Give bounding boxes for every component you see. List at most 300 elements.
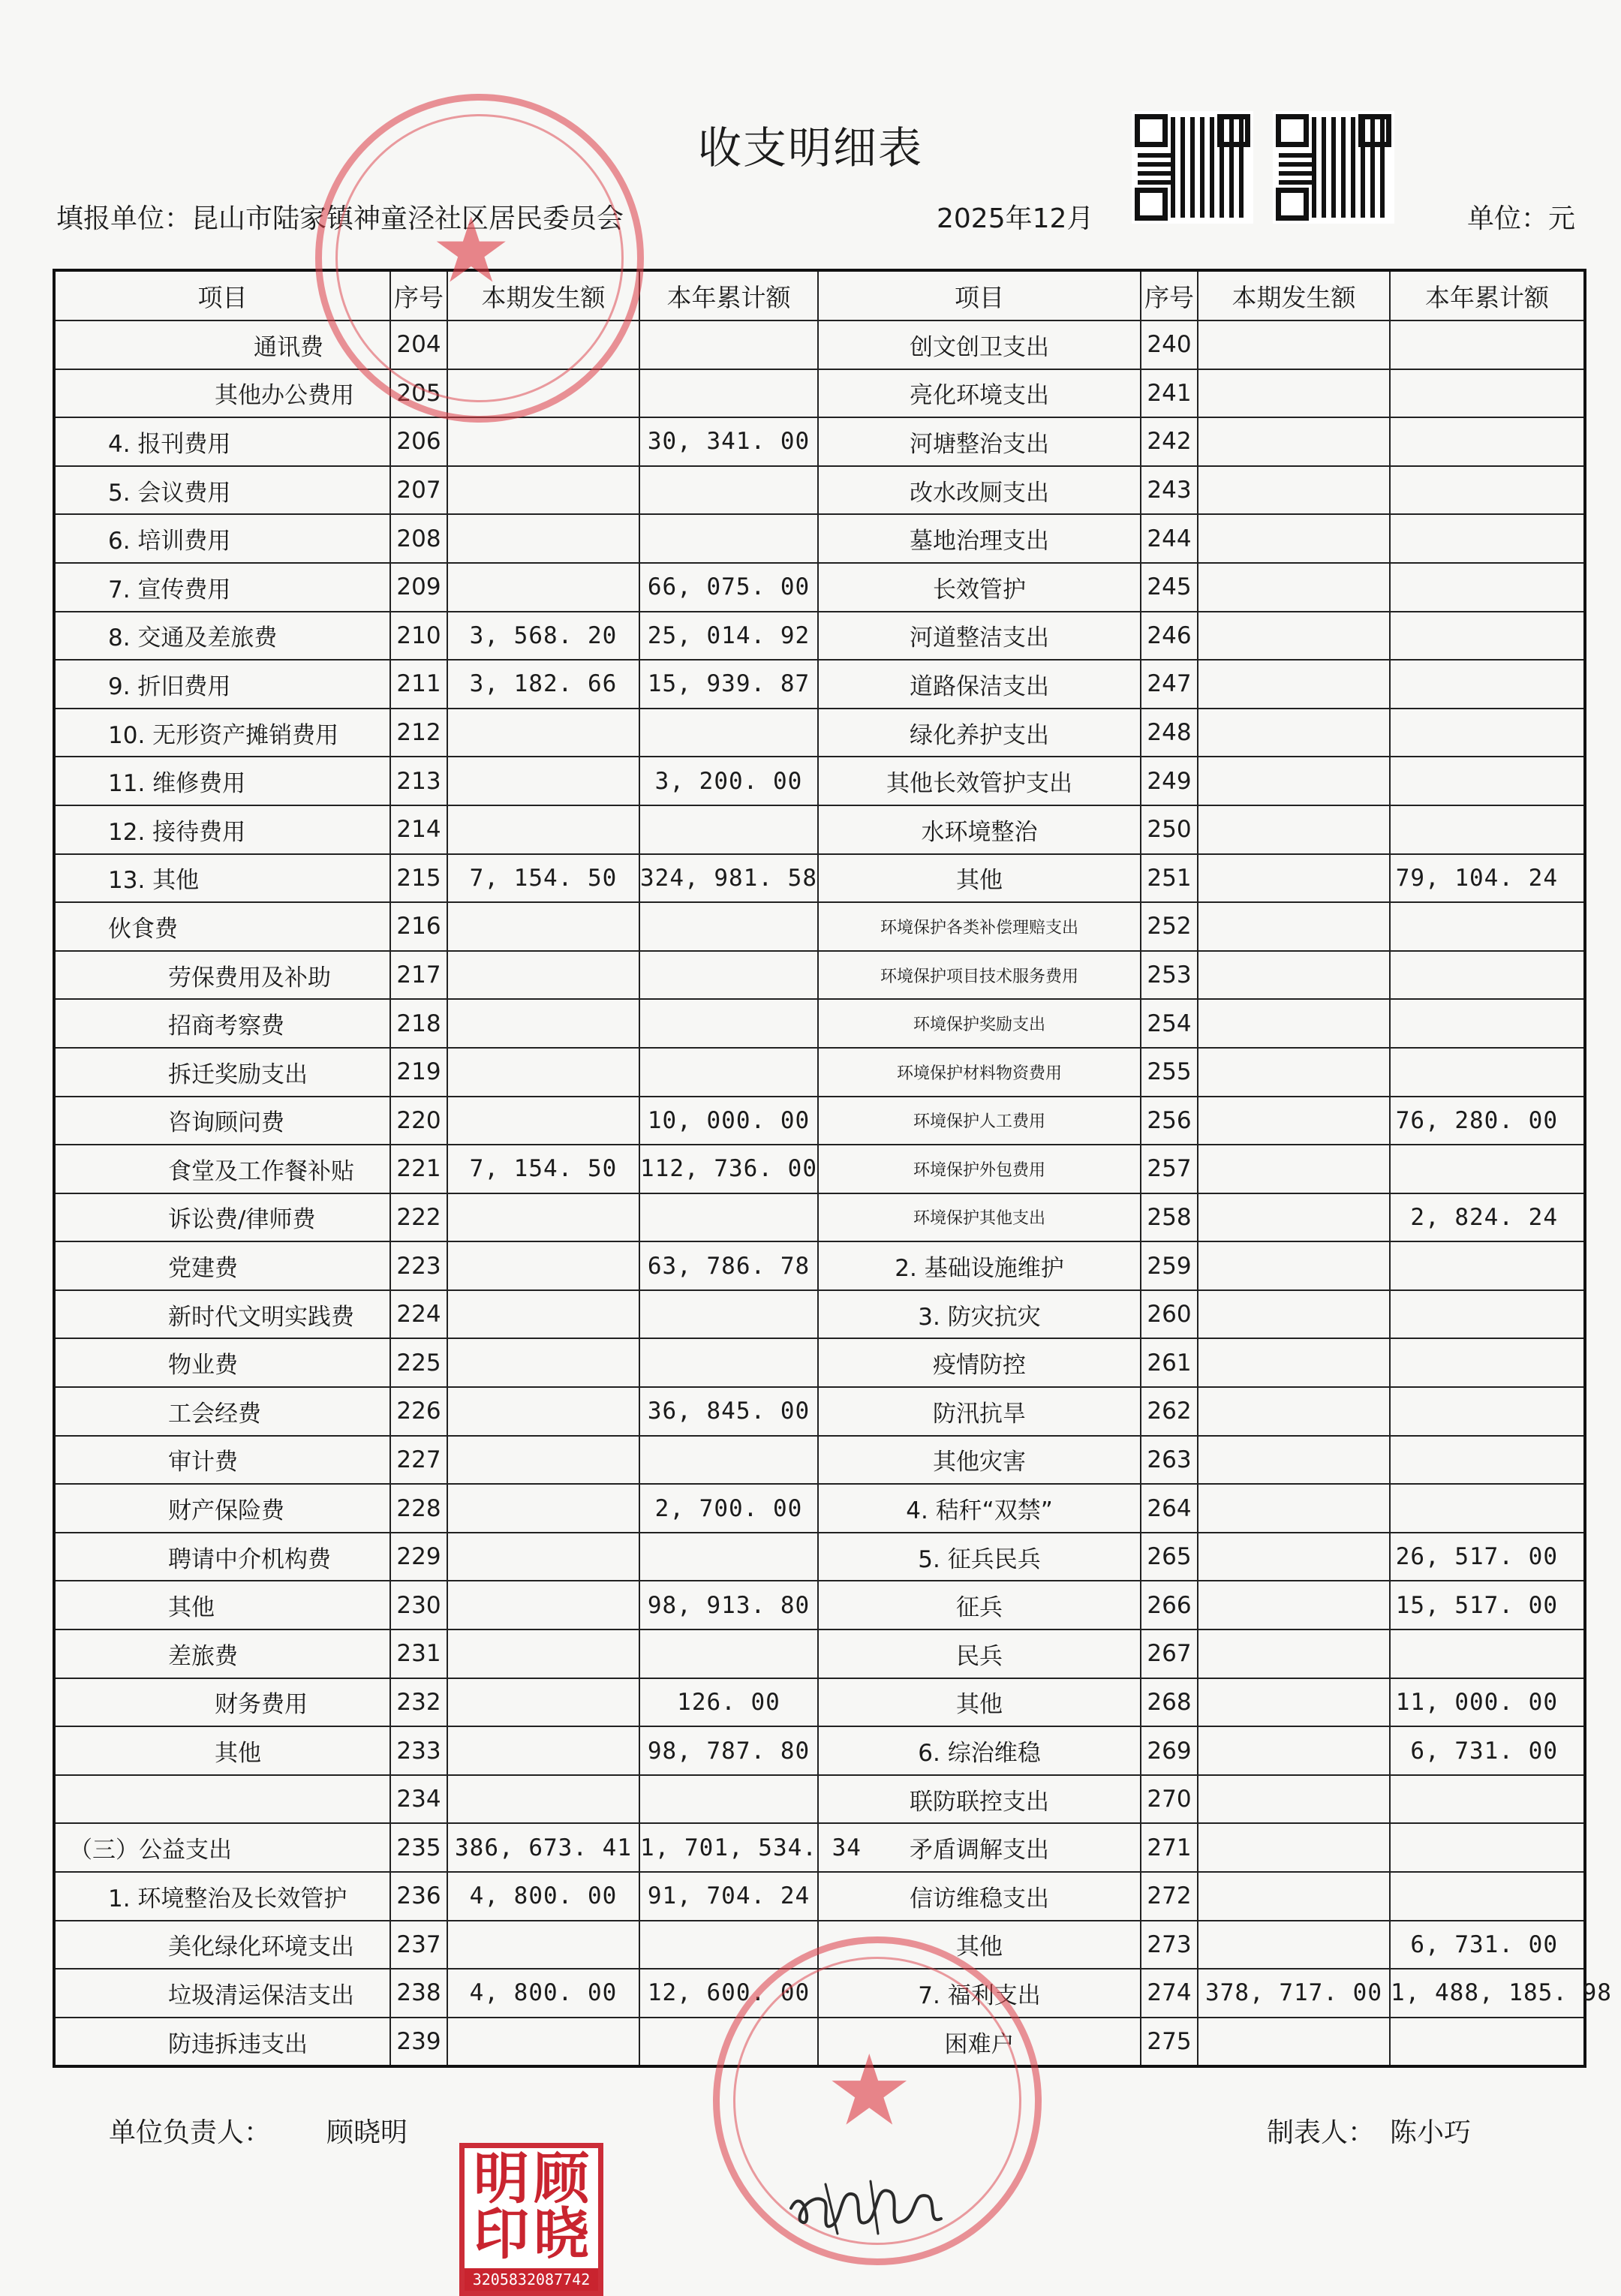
name-seal-char: 明 — [474, 2147, 529, 2211]
right-ytd-cell: 11, 000. 00 — [1390, 1678, 1585, 1727]
right-seq-cell: 250 — [1141, 805, 1198, 854]
left-current-cell — [447, 1338, 639, 1387]
right-current-cell — [1198, 1872, 1390, 1921]
left-seq-cell: 239 — [390, 2018, 447, 2067]
right-item-cell: 墓地治理支出 — [818, 514, 1141, 563]
right-seq-cell: 269 — [1141, 1726, 1198, 1775]
left-ytd-cell: 98, 787. 80 — [639, 1726, 818, 1775]
left-current-cell: 7, 154. 50 — [447, 854, 639, 903]
left-ytd-cell: 10, 000. 00 — [639, 1097, 818, 1145]
left-current-cell: 3, 182. 66 — [447, 660, 639, 709]
left-item-cell: 伙食费 — [54, 902, 390, 951]
left-ytd-cell — [639, 369, 818, 418]
table-row — [54, 1338, 1585, 1387]
right-current-cell — [1198, 320, 1390, 369]
right-item-cell: 环境保护人工费用 — [818, 1097, 1141, 1145]
right-seq-cell: 241 — [1141, 369, 1198, 418]
right-seq-cell: 254 — [1141, 999, 1198, 1048]
ledger-body — [54, 270, 1612, 2066]
right-current-cell — [1198, 1775, 1390, 1824]
left-ytd-cell — [639, 1193, 818, 1242]
left-item-cell: 12. 接待费用 — [54, 805, 390, 854]
left-current-cell — [447, 951, 639, 1000]
right-current-cell — [1198, 1678, 1390, 1727]
left-ytd-cell — [639, 709, 818, 757]
right-item-cell: 7. 福利支出 — [818, 1969, 1141, 2018]
right-seq-cell: 273 — [1141, 1921, 1198, 1970]
left-ytd-cell — [639, 1048, 818, 1097]
table-row — [54, 1193, 1585, 1242]
left-ytd-cell — [639, 320, 818, 369]
right-current-cell — [1198, 1533, 1390, 1581]
left-current-cell: 4, 800. 00 — [447, 1872, 639, 1921]
right-ytd-cell — [1390, 660, 1585, 709]
right-ytd-cell: 76, 280. 00 — [1390, 1097, 1585, 1145]
header-seq-right: 序号 — [1141, 270, 1198, 320]
left-seq-cell: 232 — [390, 1678, 447, 1727]
right-item-cell: 矛盾调解支出 — [818, 1823, 1141, 1872]
right-seq-cell: 264 — [1141, 1484, 1198, 1533]
personal-name-seal — [459, 2143, 603, 2296]
right-current-cell — [1198, 1436, 1390, 1485]
left-item-cell: 工会经费 — [54, 1387, 390, 1436]
right-ytd-cell — [1390, 320, 1585, 369]
table-row — [54, 1629, 1585, 1678]
right-current-cell — [1198, 1290, 1390, 1339]
table-row — [54, 1290, 1585, 1339]
right-current-cell — [1198, 1145, 1390, 1193]
left-seq-cell: 217 — [390, 951, 447, 1000]
right-seq-cell: 275 — [1141, 2018, 1198, 2067]
left-seq-cell: 234 — [390, 1775, 447, 1824]
table-row — [54, 854, 1585, 903]
right-seq-cell: 255 — [1141, 1048, 1198, 1097]
left-current-cell — [447, 709, 639, 757]
right-ytd-cell — [1390, 999, 1585, 1048]
right-item-cell: 4. 秸秆“双禁” — [818, 1484, 1141, 1533]
right-seq-cell: 240 — [1141, 320, 1198, 369]
left-item-cell: 1. 环境整治及长效管护 — [54, 1872, 390, 1921]
table-row — [54, 417, 1585, 466]
left-current-cell — [447, 1484, 639, 1533]
right-current-cell — [1198, 417, 1390, 466]
left-current-cell — [447, 999, 639, 1048]
left-seq-cell: 215 — [390, 854, 447, 903]
report-period: 2025年12月 — [937, 203, 1094, 234]
right-item-cell: 环境保护其他支出 — [818, 1193, 1141, 1242]
seal-star-bottom: ★ — [826, 2033, 913, 2147]
right-seq-cell: 246 — [1141, 612, 1198, 661]
left-item-cell: 8. 交通及差旅费 — [54, 612, 390, 661]
right-item-cell: 其他 — [818, 1678, 1141, 1727]
left-seq-cell: 222 — [390, 1193, 447, 1242]
left-ytd-cell: 324, 981. 58 — [639, 854, 818, 903]
left-current-cell — [447, 563, 639, 612]
right-ytd-cell — [1390, 757, 1585, 805]
left-current-cell — [447, 902, 639, 951]
right-item-cell: 环境保护奖励支出 — [818, 999, 1141, 1048]
right-seq-cell: 248 — [1141, 709, 1198, 757]
right-seq-cell: 256 — [1141, 1097, 1198, 1145]
left-item-cell: 垃圾清运保洁支出 — [54, 1969, 390, 2018]
table-header-row — [54, 270, 1585, 320]
right-current-cell — [1198, 514, 1390, 563]
left-item-cell: 美化绿化环境支出 — [54, 1921, 390, 1970]
leader-name: 顾晓明 — [326, 2117, 408, 2148]
right-seq-cell: 243 — [1141, 466, 1198, 515]
header-item-left: 项目 — [54, 270, 390, 320]
right-item-cell: 5. 征兵民兵 — [818, 1533, 1141, 1581]
left-ytd-cell — [639, 805, 818, 854]
header-ytd-right: 本年累计额 — [1390, 270, 1585, 320]
left-seq-cell: 218 — [390, 999, 447, 1048]
right-ytd-cell — [1390, 369, 1585, 418]
left-ytd-cell — [639, 1338, 818, 1387]
table-row — [54, 1533, 1585, 1581]
left-ytd-cell — [639, 1436, 818, 1485]
right-current-cell — [1198, 660, 1390, 709]
left-seq-cell: 237 — [390, 1921, 447, 1970]
right-current-cell: 378, 717. 00 — [1198, 1969, 1390, 2018]
right-ytd-cell — [1390, 805, 1585, 854]
left-seq-cell: 207 — [390, 466, 447, 515]
right-seq-cell: 272 — [1141, 1872, 1198, 1921]
table-row — [54, 757, 1585, 805]
right-item-cell: 环境保护各类补偿理赔支出 — [818, 902, 1141, 951]
reporting-unit-label: 填报单位：昆山市陆家镇神童泾社区居民委员会 — [56, 203, 624, 234]
right-item-cell: 河道整洁支出 — [818, 612, 1141, 661]
header-seq-left: 序号 — [390, 270, 447, 320]
table-row — [54, 1097, 1585, 1145]
table-row — [54, 563, 1585, 612]
left-current-cell — [447, 466, 639, 515]
right-item-cell: 水环境整治 — [818, 805, 1141, 854]
left-ytd-cell: 3, 200. 00 — [639, 757, 818, 805]
left-item-cell: 其他办公费用 — [54, 369, 390, 418]
table-row — [54, 1823, 1585, 1872]
right-ytd-cell — [1390, 951, 1585, 1000]
right-seq-cell: 253 — [1141, 951, 1198, 1000]
right-ytd-cell: 26, 517. 00 — [1390, 1533, 1585, 1581]
left-item-cell: 食堂及工作餐补贴 — [54, 1145, 390, 1193]
right-seq-cell: 259 — [1141, 1241, 1198, 1290]
right-item-cell: 信访维稳支出 — [818, 1872, 1141, 1921]
left-ytd-cell: 25, 014. 92 — [639, 612, 818, 661]
qr-code-left — [1132, 111, 1253, 224]
handwritten-signature — [780, 2162, 953, 2244]
left-seq-cell: 205 — [390, 369, 447, 418]
right-item-cell: 征兵 — [818, 1581, 1141, 1629]
right-seq-cell: 268 — [1141, 1678, 1198, 1727]
left-current-cell — [447, 1048, 639, 1097]
left-current-cell — [447, 757, 639, 805]
left-ytd-cell: 126. 00 — [639, 1678, 818, 1727]
right-item-cell: 其他灾害 — [818, 1436, 1141, 1485]
right-seq-cell: 244 — [1141, 514, 1198, 563]
left-current-cell: 386, 673. 41 — [447, 1823, 639, 1872]
right-current-cell — [1198, 1241, 1390, 1290]
left-ytd-cell — [639, 466, 818, 515]
document-title: 收支明细表 — [697, 122, 923, 173]
right-current-cell — [1198, 1048, 1390, 1097]
right-ytd-cell — [1390, 1775, 1585, 1824]
right-item-cell: 3. 防灾抗灾 — [818, 1290, 1141, 1339]
left-current-cell — [447, 1290, 639, 1339]
left-seq-cell: 221 — [390, 1145, 447, 1193]
left-item-cell: 9. 折旧费用 — [54, 660, 390, 709]
left-ytd-cell — [639, 1775, 818, 1824]
right-seq-cell: 263 — [1141, 1436, 1198, 1485]
right-current-cell — [1198, 369, 1390, 418]
right-current-cell — [1198, 1338, 1390, 1387]
right-seq-cell: 262 — [1141, 1387, 1198, 1436]
header-item-right: 项目 — [818, 270, 1141, 320]
left-ytd-cell — [639, 514, 818, 563]
left-item-cell: 拆迁奖励支出 — [54, 1048, 390, 1097]
right-item-cell: 民兵 — [818, 1629, 1141, 1678]
right-ytd-cell: 15, 517. 00 — [1390, 1581, 1585, 1629]
left-seq-cell: 236 — [390, 1872, 447, 1921]
right-current-cell — [1198, 805, 1390, 854]
left-seq-cell: 219 — [390, 1048, 447, 1097]
right-ytd-cell — [1390, 1290, 1585, 1339]
leader-label: 单位负责人： — [109, 2117, 272, 2148]
left-current-cell: 4, 800. 00 — [447, 1969, 639, 2018]
left-seq-cell: 211 — [390, 660, 447, 709]
left-item-cell: 审计费 — [54, 1436, 390, 1485]
left-current-cell — [447, 1097, 639, 1145]
right-item-cell: 绿化养护支出 — [818, 709, 1141, 757]
right-ytd-cell — [1390, 417, 1585, 466]
left-item-cell — [54, 1775, 390, 1824]
left-seq-cell: 227 — [390, 1436, 447, 1485]
left-item-cell: 10. 无形资产摊销费用 — [54, 709, 390, 757]
left-item-cell: 13. 其他 — [54, 854, 390, 903]
right-seq-cell: 274 — [1141, 1969, 1198, 2018]
left-ytd-cell: 63, 786. 78 — [639, 1241, 818, 1290]
left-ytd-cell: 30, 341. 00 — [639, 417, 818, 466]
table-row — [54, 660, 1585, 709]
right-current-cell — [1198, 709, 1390, 757]
left-item-cell: 其他 — [54, 1726, 390, 1775]
right-item-cell: 2. 基础设施维护 — [818, 1241, 1141, 1290]
right-ytd-cell — [1390, 1484, 1585, 1533]
left-current-cell — [447, 2018, 639, 2067]
left-ytd-cell — [639, 951, 818, 1000]
left-item-cell: 7. 宣传费用 — [54, 563, 390, 612]
left-current-cell — [447, 514, 639, 563]
left-current-cell: 3, 568. 20 — [447, 612, 639, 661]
left-ytd-cell: 1, 701, 534. 34 — [639, 1823, 818, 1872]
right-ytd-cell — [1390, 466, 1585, 515]
right-item-cell: 河塘整治支出 — [818, 417, 1141, 466]
left-seq-cell: 214 — [390, 805, 447, 854]
left-item-cell: 财产保险费 — [54, 1484, 390, 1533]
left-ytd-cell — [639, 1629, 818, 1678]
right-item-cell: 环境保护项目技术服务费用 — [818, 951, 1141, 1000]
table-row — [54, 466, 1585, 515]
right-ytd-cell — [1390, 902, 1585, 951]
currency-unit-label: 单位：元 — [1467, 203, 1576, 234]
left-ytd-cell: 2, 700. 00 — [639, 1484, 818, 1533]
left-item-cell: （三）公益支出 — [54, 1823, 390, 1872]
right-seq-cell: 245 — [1141, 563, 1198, 612]
left-current-cell — [447, 417, 639, 466]
right-current-cell — [1198, 1629, 1390, 1678]
left-seq-cell: 209 — [390, 563, 447, 612]
right-item-cell: 疫情防控 — [818, 1338, 1141, 1387]
left-seq-cell: 228 — [390, 1484, 447, 1533]
right-current-cell — [1198, 1581, 1390, 1629]
table-row — [54, 1678, 1585, 1727]
left-current-cell — [447, 1775, 639, 1824]
table-row — [54, 999, 1585, 1048]
left-seq-cell: 225 — [390, 1338, 447, 1387]
right-current-cell — [1198, 951, 1390, 1000]
right-seq-cell: 258 — [1141, 1193, 1198, 1242]
right-seq-cell: 252 — [1141, 902, 1198, 951]
right-ytd-cell: 6, 731. 00 — [1390, 1726, 1585, 1775]
left-current-cell: 7, 154. 50 — [447, 1145, 639, 1193]
left-ytd-cell: 66, 075. 00 — [639, 563, 818, 612]
left-seq-cell: 230 — [390, 1581, 447, 1629]
left-seq-cell: 224 — [390, 1290, 447, 1339]
right-item-cell: 环境保护材料物资费用 — [818, 1048, 1141, 1097]
left-item-cell: 财务费用 — [54, 1678, 390, 1727]
right-current-cell — [1198, 612, 1390, 661]
right-seq-cell: 247 — [1141, 660, 1198, 709]
left-current-cell — [447, 1726, 639, 1775]
right-seq-cell: 260 — [1141, 1290, 1198, 1339]
right-ytd-cell — [1390, 563, 1585, 612]
left-item-cell: 4. 报刊费用 — [54, 417, 390, 466]
left-item-cell: 咨询顾问费 — [54, 1097, 390, 1145]
left-ytd-cell: 112, 736. 00 — [639, 1145, 818, 1193]
right-ytd-cell: 6, 731. 00 — [1390, 1921, 1585, 1970]
table-row — [54, 902, 1585, 951]
table-row — [54, 1775, 1585, 1824]
left-item-cell: 党建费 — [54, 1241, 390, 1290]
left-current-cell — [447, 1581, 639, 1629]
right-current-cell — [1198, 999, 1390, 1048]
left-seq-cell: 231 — [390, 1629, 447, 1678]
right-item-cell: 6. 综治维稳 — [818, 1726, 1141, 1775]
name-seal-char: 晓 — [534, 2202, 589, 2267]
right-current-cell — [1198, 854, 1390, 903]
header-ytd-left: 本年累计额 — [639, 270, 818, 320]
table-row — [54, 709, 1585, 757]
right-seq-cell: 251 — [1141, 854, 1198, 903]
right-item-cell: 亮化环境支出 — [818, 369, 1141, 418]
right-ytd-cell — [1390, 2018, 1585, 2067]
right-item-cell: 长效管护 — [818, 563, 1141, 612]
right-current-cell — [1198, 1387, 1390, 1436]
right-ytd-cell — [1390, 514, 1585, 563]
right-current-cell — [1198, 2018, 1390, 2067]
name-seal-char: 印 — [474, 2202, 529, 2267]
left-item-cell: 11. 维修费用 — [54, 757, 390, 805]
table-row — [54, 369, 1585, 418]
left-ytd-cell: 98, 913. 80 — [639, 1581, 818, 1629]
left-ytd-cell — [639, 999, 818, 1048]
qr-code-right — [1273, 111, 1394, 224]
left-ytd-cell: 12, 600. 00 — [639, 1969, 818, 2018]
left-item-cell: 新时代文明实践费 — [54, 1290, 390, 1339]
right-seq-cell: 266 — [1141, 1581, 1198, 1629]
right-ytd-cell: 2, 824. 24 — [1390, 1193, 1585, 1242]
ledger-table — [53, 269, 1612, 2068]
left-seq-cell: 206 — [390, 417, 447, 466]
header-current-left: 本期发生额 — [447, 270, 639, 320]
right-current-cell — [1198, 1193, 1390, 1242]
left-seq-cell: 226 — [390, 1387, 447, 1436]
table-row — [54, 1436, 1585, 1485]
left-ytd-cell — [639, 1290, 818, 1339]
right-seq-cell: 265 — [1141, 1533, 1198, 1581]
left-seq-cell: 238 — [390, 1969, 447, 2018]
left-current-cell — [447, 1436, 639, 1485]
left-seq-cell: 212 — [390, 709, 447, 757]
header-current-right: 本期发生额 — [1198, 270, 1390, 320]
right-ytd-cell — [1390, 1436, 1585, 1485]
table-row — [54, 1581, 1585, 1629]
left-item-cell: 6. 培训费用 — [54, 514, 390, 563]
table-row — [54, 514, 1585, 563]
right-item-cell: 防汛抗旱 — [818, 1387, 1141, 1436]
left-seq-cell: 208 — [390, 514, 447, 563]
right-item-cell: 其他 — [818, 854, 1141, 903]
table-row — [54, 1048, 1585, 1097]
right-ytd-cell — [1390, 1338, 1585, 1387]
right-seq-cell: 249 — [1141, 757, 1198, 805]
right-item-cell: 其他长效管护支出 — [818, 757, 1141, 805]
right-seq-cell: 257 — [1141, 1145, 1198, 1193]
right-seq-cell: 271 — [1141, 1823, 1198, 1872]
left-item-cell: 招商考察费 — [54, 999, 390, 1048]
preparer-label: 制表人： — [1267, 2117, 1376, 2148]
right-seq-cell: 242 — [1141, 417, 1198, 466]
right-item-cell: 改水改厕支出 — [818, 466, 1141, 515]
right-ytd-cell — [1390, 1872, 1585, 1921]
right-current-cell — [1198, 1484, 1390, 1533]
left-seq-cell: 235 — [390, 1823, 447, 1872]
right-item-cell: 联防联控支出 — [818, 1775, 1141, 1824]
left-ytd-cell: 15, 939. 87 — [639, 660, 818, 709]
right-seq-cell: 270 — [1141, 1775, 1198, 1824]
left-ytd-cell: 36, 845. 00 — [639, 1387, 818, 1436]
right-ytd-cell: 79, 104. 24 — [1390, 854, 1585, 903]
left-item-cell: 其他 — [54, 1581, 390, 1629]
right-current-cell — [1198, 757, 1390, 805]
name-seal-number: 3205832087742 — [465, 2268, 598, 2291]
table-row — [54, 1145, 1585, 1193]
right-ytd-cell — [1390, 1629, 1585, 1678]
right-current-cell — [1198, 1726, 1390, 1775]
table-row — [54, 1484, 1585, 1533]
left-seq-cell: 213 — [390, 757, 447, 805]
right-ytd-cell — [1390, 1823, 1585, 1872]
left-ytd-cell — [639, 1533, 818, 1581]
left-seq-cell: 233 — [390, 1726, 447, 1775]
left-current-cell — [447, 1387, 639, 1436]
left-seq-cell: 204 — [390, 320, 447, 369]
left-item-cell: 诉讼费/律师费 — [54, 1193, 390, 1242]
left-item-cell: 5. 会议费用 — [54, 466, 390, 515]
left-ytd-cell — [639, 902, 818, 951]
right-ytd-cell — [1390, 1387, 1585, 1436]
right-item-cell: 道路保洁支出 — [818, 660, 1141, 709]
left-item-cell: 防违拆违支出 — [54, 2018, 390, 2067]
